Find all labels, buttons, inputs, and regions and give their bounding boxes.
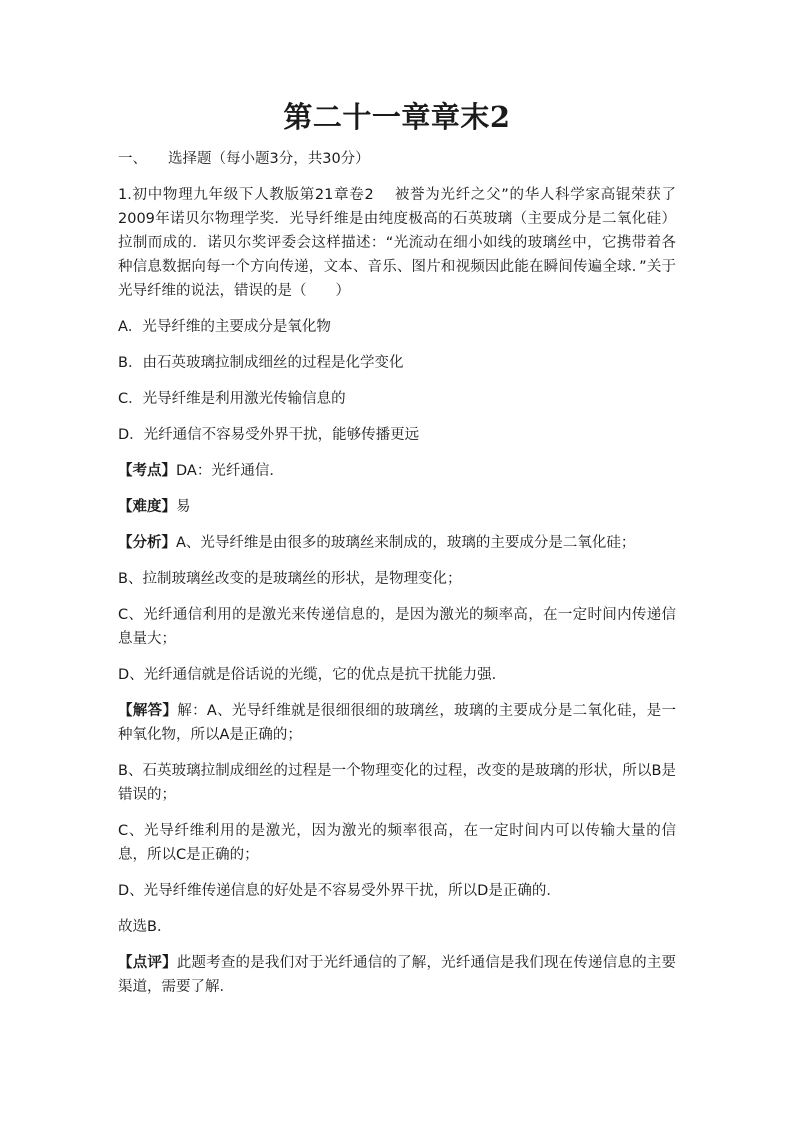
option-a: A．光导纤维的主要成分是氧化物: [118, 319, 331, 335]
nandu-text: 易: [176, 499, 191, 515]
fenxi-text-a: A、光导纤维是由很多的玻璃丝来制成的，玻璃的主要成分是二氧化硅；: [176, 535, 636, 551]
dianping-label: 【点评】: [118, 955, 177, 971]
kaodian-text: DA：光纤通信．: [176, 463, 284, 479]
question-text: 1.初中物理九年级下人教版第21章卷2 被誉为光纤之父”的华人科学家高锟荣获了2009年诺贝尔物理学奖．光导纤维是由纯度极高的石英玻璃（主要成分是二氧化硅）拉制而成的．诺贝尔奖评委会这样描述：“光流动在细小如线的玻璃丝中，它携带着各种信息数据向每一个方向传递，文本、音乐、图片和视频因此能在瞬间传遍全球．”关于光导纤维的说法，错误的是（ ）: [118, 187, 676, 299]
fenxi-line-b: B、拉制玻璃丝改变的是玻璃丝的形状，是物理变化；: [118, 571, 462, 587]
jieda-text-a: 解：A、光导纤维就是很细很细的玻璃丝，玻璃的主要成分是二氧化硅，是一种氧化物，所以A是正确的；: [118, 703, 677, 743]
jieda-label: 【解答】: [118, 703, 178, 719]
nandu-line: [118, 495, 676, 519]
answer-line: 故选B．: [118, 919, 172, 935]
fenxi-line-c: C、光纤通信利用的是激光来传递信息的，是因为激光的频率高，在一定时间内传递信息量大；: [118, 607, 676, 647]
jieda-line-b: B、石英玻璃拉制成细丝的过程是一个物理变化的过程，改变的是玻璃的形状，所以B是错误的；: [118, 763, 676, 803]
dianping-line: [118, 951, 676, 999]
kaodian-label: 【考点】: [118, 463, 176, 479]
fenxi-line-a: [118, 531, 676, 555]
kaodian-line: [118, 459, 676, 483]
fenxi-line-d: D、光纤通信就是俗话说的光缆，它的优点是抗干扰能力强．: [118, 667, 507, 683]
page-title: 第二十一章章末2: [283, 100, 511, 134]
nandu-label: 【难度】: [118, 499, 176, 515]
option-c: C．光导纤维是利用激光传输信息的: [118, 391, 346, 407]
jieda-line-d: D、光导纤维传递信息的好处是不容易受外界干扰，所以D是正确的．: [118, 883, 561, 899]
section-text: 选择题（每小题3分，共30分）: [168, 151, 370, 167]
option-b: B．由石英玻璃拉制成细丝的过程是化学变化: [118, 355, 404, 371]
jieda-line-a: [118, 699, 676, 747]
dianping-text: 此题考查的是我们对于光纤通信的了解，光纤通信是我们现在传递信息的主要渠道，需要了解．: [118, 955, 677, 995]
fenxi-label: 【分析】: [118, 535, 176, 551]
section-number: 一、: [118, 151, 147, 167]
option-d: D．光纤通信不容易受外界干扰，能够传播更远: [118, 427, 420, 443]
jieda-line-c: C、光导纤维利用的是激光，因为激光的频率很高，在一定时间内可以传输大量的信息，所以C是正确的；: [118, 823, 676, 863]
section-heading: [118, 147, 676, 171]
